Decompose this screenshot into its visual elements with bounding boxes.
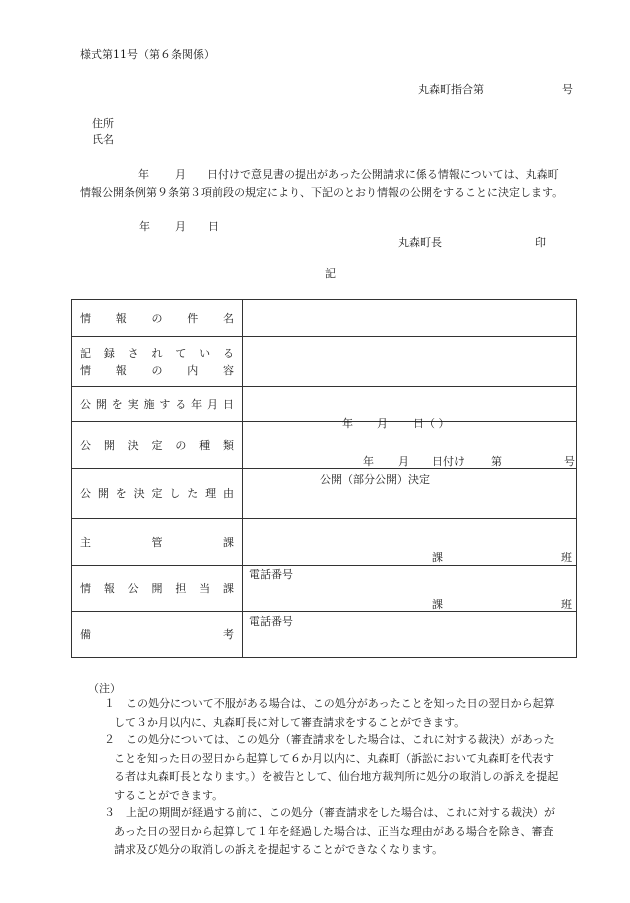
form-number: 様式第11号（第６条関係） — [80, 48, 215, 61]
label-char: さ — [127, 346, 139, 360]
value-subject[interactable] — [243, 300, 577, 337]
label-char: 担 — [175, 582, 187, 595]
value-responsible-section[interactable] — [243, 519, 577, 581]
note-3-line2: あった日の翌日から起算して１年を経過した場合は、正当な理由がある場合を除き、審査 — [114, 824, 554, 838]
table-row-disclosure-date — [72, 387, 577, 422]
note-2-line2: ことを知った日の翌日から起算して６か月以内に、丸森町（訴訟において丸森町を代表す — [114, 751, 554, 765]
label-char: 情 — [80, 311, 91, 325]
label-char: し — [169, 487, 181, 500]
label-char: 実 — [127, 397, 139, 411]
note-3-number: ３ — [104, 806, 115, 819]
label-responsible-section — [72, 519, 243, 566]
label-char: 容 — [223, 363, 234, 377]
note-2-line3: る者は丸森町長となります。）を被告として、仙台地方裁判所に処分の取消しの訴えを提起 — [114, 770, 559, 783]
address-label: 住所 — [92, 117, 114, 130]
body-paragraph-line2: 情報公開条例第９条第３項前段の規定により、下記のとおり情報の公開をすることに決定します。 — [80, 186, 564, 199]
name-label: 氏名 — [92, 133, 114, 146]
label-char: 類 — [222, 438, 234, 452]
label-disclosure-date — [72, 387, 243, 422]
label-char: 名 — [223, 311, 234, 325]
label-char: 公 — [80, 487, 91, 500]
note-2 — [90, 731, 580, 805]
label-char: 当 — [199, 582, 211, 595]
label-char: 公 — [80, 438, 91, 452]
label-char: 情 — [80, 582, 91, 595]
decision-dated: 日付け — [432, 455, 465, 468]
decision-no-prefix: 第 — [491, 455, 502, 468]
label-char: 内 — [187, 363, 199, 377]
date-year: 年 — [139, 220, 150, 233]
document-number-label: 丸森町指合第 — [418, 83, 484, 96]
label-char: 主 — [80, 535, 91, 549]
label-content — [72, 337, 243, 387]
label-char: 公 — [80, 397, 91, 411]
label-remarks — [72, 612, 243, 658]
label-char: 開 — [151, 582, 163, 595]
label-info-section — [72, 566, 243, 612]
label-char: 管 — [151, 535, 163, 549]
disclosure-day: 日（ ） — [413, 417, 450, 430]
value-disclosure-date[interactable] — [243, 387, 577, 430]
info-ka: 課 — [432, 597, 443, 611]
label-reason — [72, 469, 243, 519]
body-year: 年 — [138, 168, 149, 181]
label-char: の — [151, 363, 163, 377]
responsible-han: 班 — [561, 551, 572, 564]
label-char: 記 — [80, 346, 91, 360]
date-month: 月 — [175, 220, 186, 233]
table-row-info-section — [72, 566, 577, 612]
label-char: 開 — [97, 487, 109, 500]
label-char: い — [199, 346, 211, 360]
label-char: て — [175, 346, 187, 360]
note-1-number: １ — [104, 697, 115, 710]
info-tel-label: 電話番号 — [249, 614, 293, 628]
label-decision-type — [72, 422, 243, 469]
seal-mark: 印 — [535, 236, 546, 249]
note-1-line1: この処分について不服がある場合は、この処分があったことを知った日の翌日から起算 — [126, 697, 555, 710]
value-decision-type[interactable] — [243, 422, 577, 486]
label-char: 報 — [115, 311, 127, 325]
decision-type-text: 公開（部分公開）決定 — [320, 473, 430, 486]
value-content[interactable] — [243, 337, 577, 387]
body-text: 日付けで意見書の提出があった公開請求に係る情報については、丸森町 — [207, 168, 559, 181]
responsible-ka: 課 — [432, 551, 443, 564]
label-char: 課 — [222, 582, 234, 595]
label-char: の — [175, 438, 187, 452]
label-char: た — [187, 487, 199, 500]
label-char: 報 — [115, 363, 127, 377]
label-char: 課 — [223, 535, 234, 549]
info-han: 班 — [561, 597, 572, 611]
label-char: 情 — [80, 363, 91, 377]
decision-year: 年 — [363, 455, 374, 468]
note-2-line1: この処分については、この処分（審査請求をした場合は、これに対する裁決）があった — [126, 733, 555, 746]
table-row-subject — [72, 300, 577, 337]
label-char: 施 — [143, 397, 155, 411]
table-row-content — [72, 337, 577, 387]
note-2-line4: することができます。 — [114, 788, 224, 802]
label-char: 種 — [199, 438, 211, 452]
ki-heading: 記 — [325, 267, 336, 280]
label-char: 決 — [133, 487, 145, 500]
label-char: を — [111, 397, 123, 411]
decision-no-suffix: 号 — [564, 455, 575, 468]
decision-month: 月 — [398, 455, 409, 468]
note-3-line3: 請求及び処分の取消しの訴えを提起することができなくなります。 — [114, 843, 444, 856]
issuer-mayor: 丸森町長 — [398, 236, 442, 249]
label-char: 定 — [151, 438, 163, 452]
date-day: 日 — [208, 220, 219, 233]
disclosure-month: 月 — [377, 417, 388, 430]
note-2-number: ２ — [104, 733, 115, 746]
table-row-responsible-section — [72, 519, 577, 566]
label-char: 件 — [187, 311, 199, 325]
table-row-remarks — [72, 612, 577, 658]
label-char: 開 — [95, 397, 107, 411]
note-1-line2: して３か月以内に、丸森町長に対して審査請求をすることができます。 — [114, 715, 466, 729]
label-char: 定 — [151, 487, 163, 500]
label-char: れ — [151, 346, 163, 360]
body-month: 月 — [175, 168, 186, 181]
note-3-line1: 上記の期間が経過する前に、この処分（審査請求をした場合は、これに対する裁決）が — [126, 806, 555, 819]
label-char: の — [151, 311, 163, 325]
label-char: 考 — [223, 628, 234, 641]
label-char: 年 — [191, 397, 203, 411]
label-char: る — [175, 397, 187, 411]
label-char: 日 — [222, 397, 234, 411]
document-number-suffix: 号 — [562, 83, 573, 96]
label-char: を — [115, 487, 127, 500]
notes-heading: （注） — [88, 682, 121, 695]
label-char: す — [159, 397, 171, 411]
label-char: 録 — [103, 346, 115, 360]
label-char: 理 — [205, 487, 217, 500]
label-char: 決 — [127, 438, 139, 452]
label-char: 月 — [207, 397, 218, 411]
label-char: る — [222, 346, 234, 360]
label-char: 由 — [223, 487, 234, 500]
disclosure-table — [71, 299, 577, 658]
label-char: 報 — [103, 582, 115, 595]
label-subject — [72, 300, 243, 337]
responsible-tel-label: 電話番号 — [249, 568, 293, 581]
label-char: 備 — [80, 628, 91, 641]
note-3 — [90, 804, 580, 860]
note-1 — [90, 695, 580, 732]
table-row-decision-type — [72, 422, 577, 469]
label-char: 開 — [103, 438, 115, 452]
disclosure-year: 年 — [342, 417, 353, 430]
label-char: 公 — [127, 582, 139, 595]
